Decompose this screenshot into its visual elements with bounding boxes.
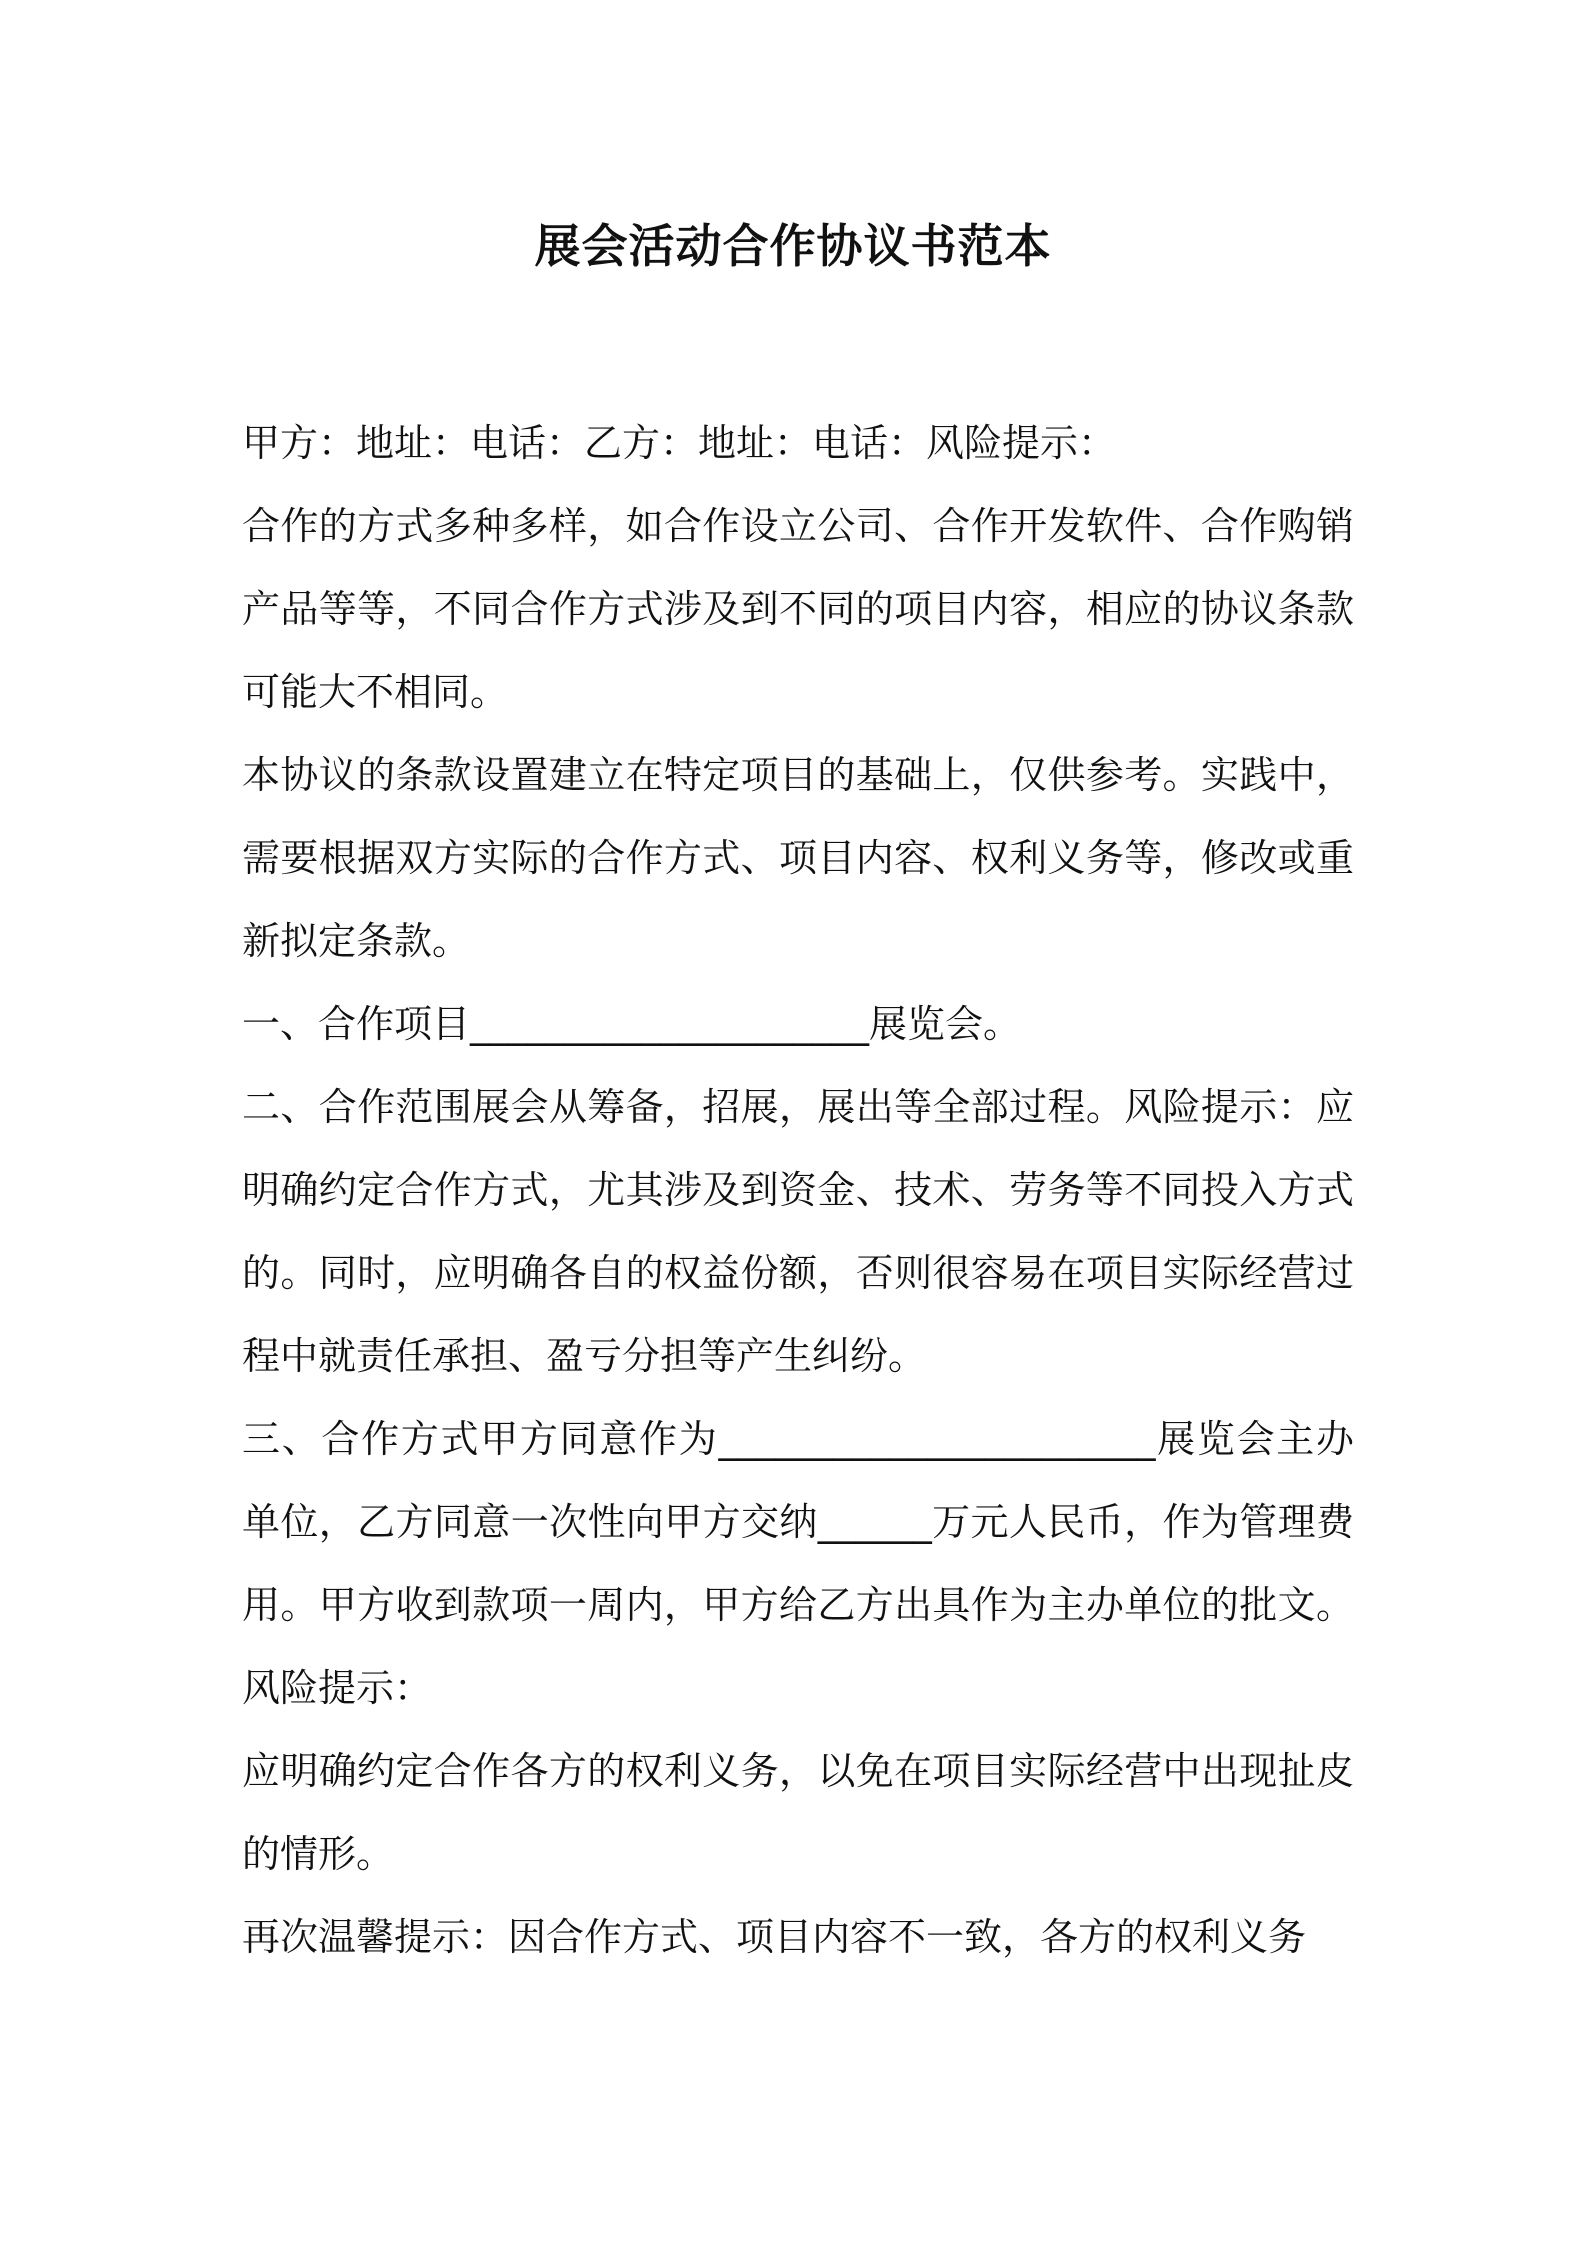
document-title: 展会活动合作协议书范本	[534, 219, 1052, 273]
rights-obligations-paragraph: 应明确约定合作各方的权利义务，以免在项目实际经营中出现扯皮的情形。	[242, 1749, 1354, 1876]
agreement-reference-paragraph: 本协议的条款设置建立在特定项目的基础上，仅供参考。实践中，需要根据双方实际的合作方式、项目内容、权利义务等，修改或重新拟定条款。	[242, 753, 1354, 963]
clause-cooperation-project: 一、合作项目_____________________展览会。	[242, 1002, 1022, 1046]
clause-cooperation-method: 三、合作方式甲方同意作为_______________________展览会主办单位，乙方同意一次性向甲方交纳______万元人民币，作为管理费用。甲方收到款项一周内，甲方给乙方出具作为主办单位的批文。风险提示：	[242, 1417, 1354, 1710]
cooperation-methods-paragraph: 合作的方式多种多样，如合作设立公司、合作开发软件、合作购销产品等等，不同合作方式涉及到不同的项目内容，相应的协议条款可能大不相同。	[242, 504, 1354, 714]
document-body	[242, 402, 1354, 1979]
clause-cooperation-scope: 二、合作范围展会从筹备，招展，展出等全部过程。风险提示：应明确约定合作方式，尤其涉及到资金、技术、劳务等不同投入方式的。同时，应明确各自的权益份额，否则很容易在项目实际经营过程中就责任承担、盈亏分担等产生纠纷。	[242, 1085, 1354, 1378]
reminder-paragraph: 再次温馨提示：因合作方式、项目内容不一致，各方的权利义务	[242, 1915, 1307, 1959]
parties-line: 甲方：地址：电话：乙方：地址：电话：风险提示：	[242, 421, 1117, 465]
